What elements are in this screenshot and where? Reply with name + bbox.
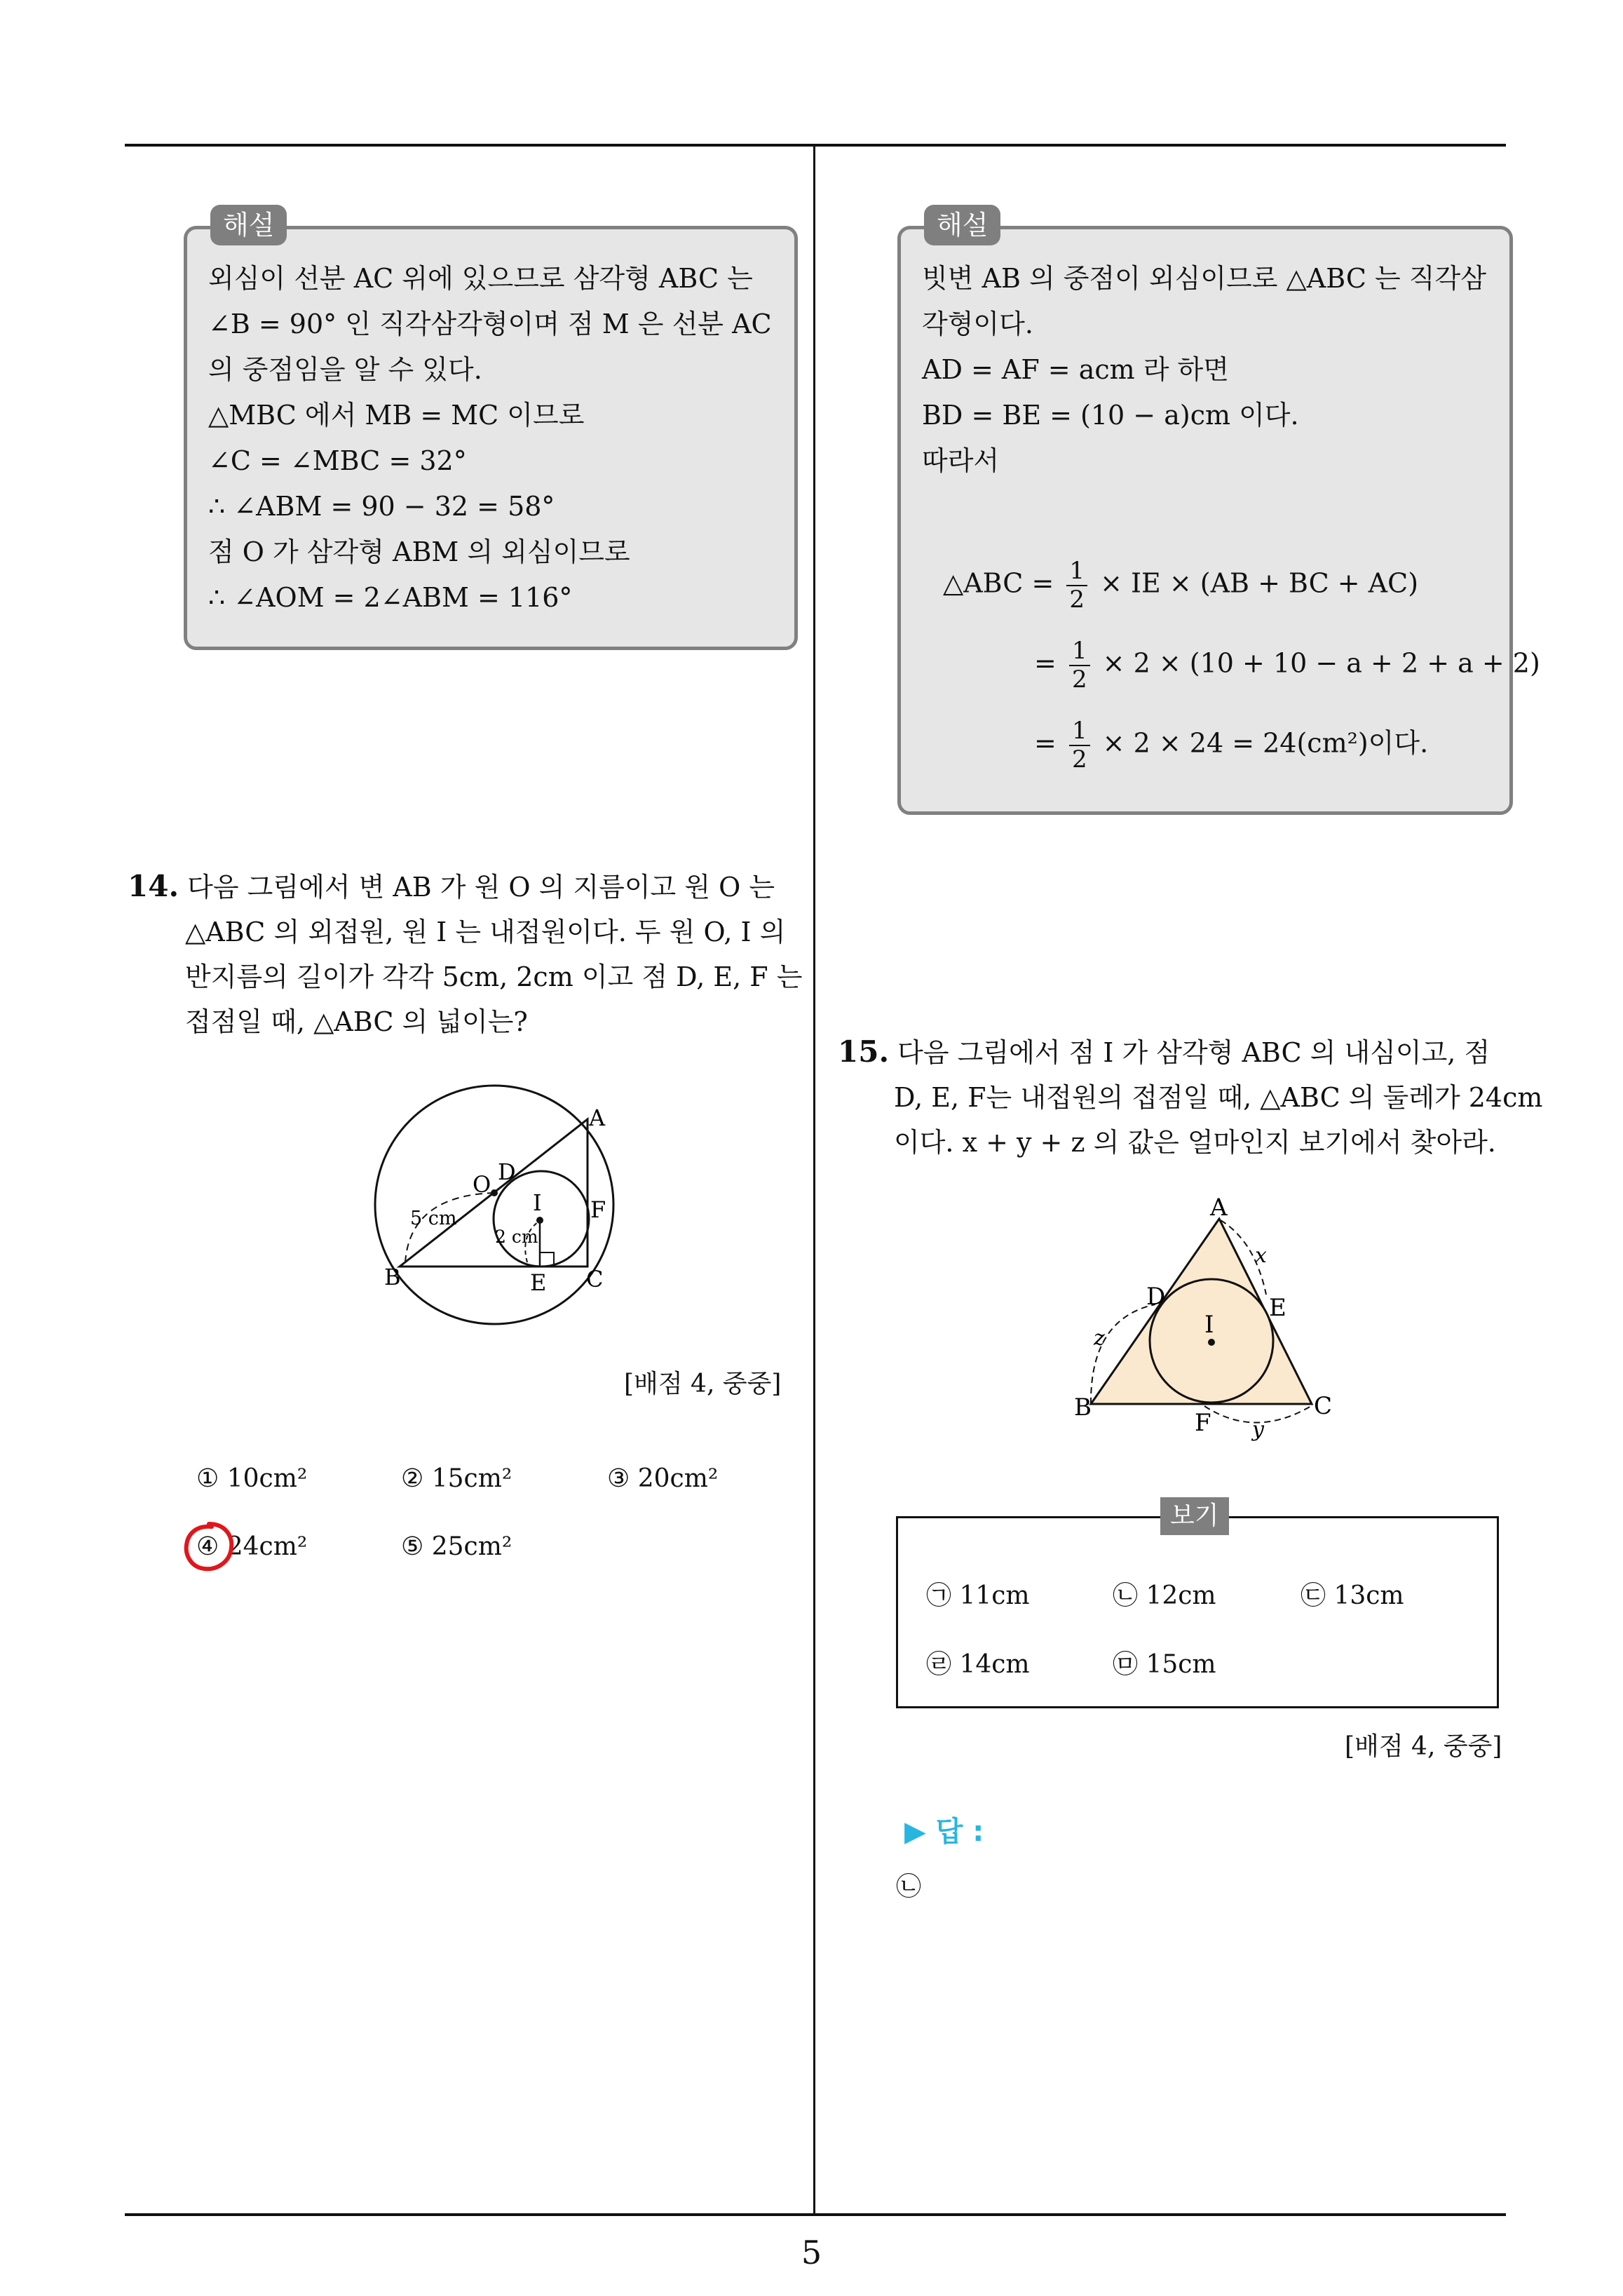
- left-solution-text: [208, 256, 780, 621]
- question-14-text: [128, 864, 802, 1044]
- fraction-half: $\frac{1}{2}$: [1066, 558, 1087, 614]
- label-e: E: [1269, 1294, 1286, 1322]
- right-solution-box: [897, 226, 1540, 815]
- solution-line: AD = AF = acm 라 하면: [922, 354, 1229, 385]
- point-i: [1208, 1339, 1215, 1346]
- question-14-line: △ABC 의 외접원, 원 I 는 내접원이다. 두 원 O, I 의: [185, 917, 786, 947]
- bogi-tag: 보기: [1160, 1497, 1229, 1535]
- choice-4[interactable]: ④ 24cm²: [196, 1532, 308, 1561]
- question-15-line: [838, 1029, 1542, 1075]
- label-b: B: [1074, 1393, 1092, 1422]
- formula-eq: =: [1034, 727, 1057, 759]
- solution-line: BD = BE = (10 − a)cm 이다.: [922, 400, 1299, 431]
- question-15-text: [838, 1029, 1542, 1165]
- solution-line: 점 O 가 삼각형 ABM 의 외심이므로: [208, 536, 630, 567]
- solution-line: ∠B = 90° 인 직각삼각형이며 점 M 은 선분 AC: [208, 309, 772, 339]
- solution-line: 의 중점임을 알 수 있다.: [208, 354, 482, 385]
- solution-line: 외심이 선분 AC 위에 있으므로 삼각형 ABC 는: [208, 263, 753, 294]
- choice-1[interactable]: ① 10cm²: [196, 1464, 308, 1493]
- question-15-line: D, E, F는 내접원의 접점일 때, △ABC 의 둘레가 24cm: [894, 1082, 1543, 1113]
- label-y: y: [1252, 1417, 1264, 1442]
- choice-5[interactable]: ⑤ 25cm²: [401, 1532, 512, 1561]
- question-15-score: [배점 4, 중중]: [1345, 1732, 1502, 1761]
- top-rule: [125, 144, 1506, 147]
- question-15-line: 이다. x + y + z 의 값은 얼마인지 보기에서 찾아라.: [894, 1127, 1496, 1158]
- point-i: [536, 1217, 543, 1224]
- question-14-figure: [365, 1073, 659, 1325]
- label-c: C: [586, 1266, 604, 1292]
- solution-line: △MBC 에서 MB = MC 이므로: [208, 400, 585, 431]
- label-i: I: [1204, 1311, 1214, 1339]
- bogi-item-4[interactable]: ㉣ 14cm: [926, 1650, 1030, 1679]
- label-f: F: [590, 1196, 606, 1223]
- formula-left: △ABC =: [943, 567, 1054, 599]
- question-14-score: [배점 4, 중중]: [624, 1370, 782, 1398]
- choice-2[interactable]: ② 15cm²: [401, 1464, 512, 1493]
- label-c: C: [1314, 1392, 1333, 1420]
- bogi-item-1[interactable]: ㉠ 11cm: [926, 1581, 1030, 1610]
- right-solution-text: [922, 256, 1495, 484]
- choice-3[interactable]: ③ 20cm²: [607, 1464, 719, 1493]
- answer-value: ㉡: [896, 1872, 922, 1901]
- label-f: F: [1195, 1409, 1211, 1437]
- column-divider: [813, 144, 815, 2215]
- solution-line: 각형이다.: [922, 309, 1033, 339]
- formula-right: × 2 × (10 + 10 − a + 2 + a + 2): [1102, 647, 1540, 679]
- bogi-item-2[interactable]: ㉡ 12cm: [1113, 1581, 1216, 1610]
- right-solution-tag: 해설: [924, 205, 1000, 245]
- solution-line: ∴ ∠AOM = 2∠ABM = 116°: [208, 582, 573, 613]
- left-solution-box: [184, 226, 798, 650]
- label-a: A: [1210, 1194, 1228, 1222]
- bogi-item-5[interactable]: ㉤ 15cm: [1113, 1650, 1216, 1679]
- label-d: D: [1146, 1283, 1166, 1311]
- bogi-item-3[interactable]: ㉢ 13cm: [1301, 1581, 1404, 1610]
- area-formula-line-1: [943, 558, 1418, 614]
- question-14-line: [128, 864, 802, 910]
- label-e: E: [530, 1269, 547, 1296]
- formula-right: × 2 × 24 = 24(cm²)이다.: [1102, 727, 1429, 759]
- left-solution-tag: 해설: [210, 205, 287, 245]
- answer-circle-mark: [181, 1518, 237, 1574]
- question-14-line: 접점일 때, △ABC 의 넓이는?: [185, 1006, 528, 1037]
- label-i: I: [533, 1189, 542, 1216]
- label-2cm: 2 cm: [495, 1227, 538, 1247]
- question-text: 다음 그림에서 점 I 가 삼각형 ABC 의 내심이고, 점: [897, 1037, 1490, 1068]
- label-x: x: [1255, 1243, 1267, 1268]
- question-number: 14.: [128, 869, 179, 903]
- label-b: B: [384, 1264, 401, 1290]
- formula-right: × IE × (AB + BC + AC): [1100, 567, 1419, 599]
- label-5cm: 5 cm: [410, 1208, 457, 1229]
- solution-line: 빗변 AB 의 중점이 외심이므로 △ABC 는 직각삼: [922, 263, 1486, 294]
- label-o: O: [473, 1171, 491, 1198]
- label-d: D: [498, 1159, 516, 1185]
- bogi-box: [896, 1516, 1499, 1708]
- formula-eq: =: [1034, 647, 1057, 679]
- solution-line: ∠C = ∠MBC = 32°: [208, 445, 467, 476]
- area-formula-line-2: [1034, 637, 1540, 694]
- label-a: A: [589, 1105, 606, 1131]
- bottom-rule: [125, 2213, 1506, 2216]
- solution-line: 따라서: [922, 445, 1000, 476]
- label-z: z: [1094, 1326, 1105, 1351]
- circumcircle: [375, 1086, 613, 1324]
- fraction-half: $\frac{1}{2}$: [1069, 637, 1090, 694]
- fraction-half: $\frac{1}{2}$: [1069, 717, 1090, 774]
- question-number: 15.: [838, 1034, 890, 1069]
- question-15-figure: [1052, 1185, 1360, 1445]
- solution-line: ∴ ∠ABM = 90 − 32 = 58°: [208, 491, 555, 522]
- question-text: 다음 그림에서 변 AB 가 원 O 의 지름이고 원 O 는: [187, 872, 775, 903]
- area-formula-line-3: [1034, 717, 1428, 774]
- question-14-line: 반지름의 길이가 각각 5cm, 2cm 이고 점 D, E, F 는: [185, 961, 803, 992]
- answer-label: ▶ 답 :: [904, 1816, 984, 1848]
- page-number: 5: [801, 2234, 822, 2271]
